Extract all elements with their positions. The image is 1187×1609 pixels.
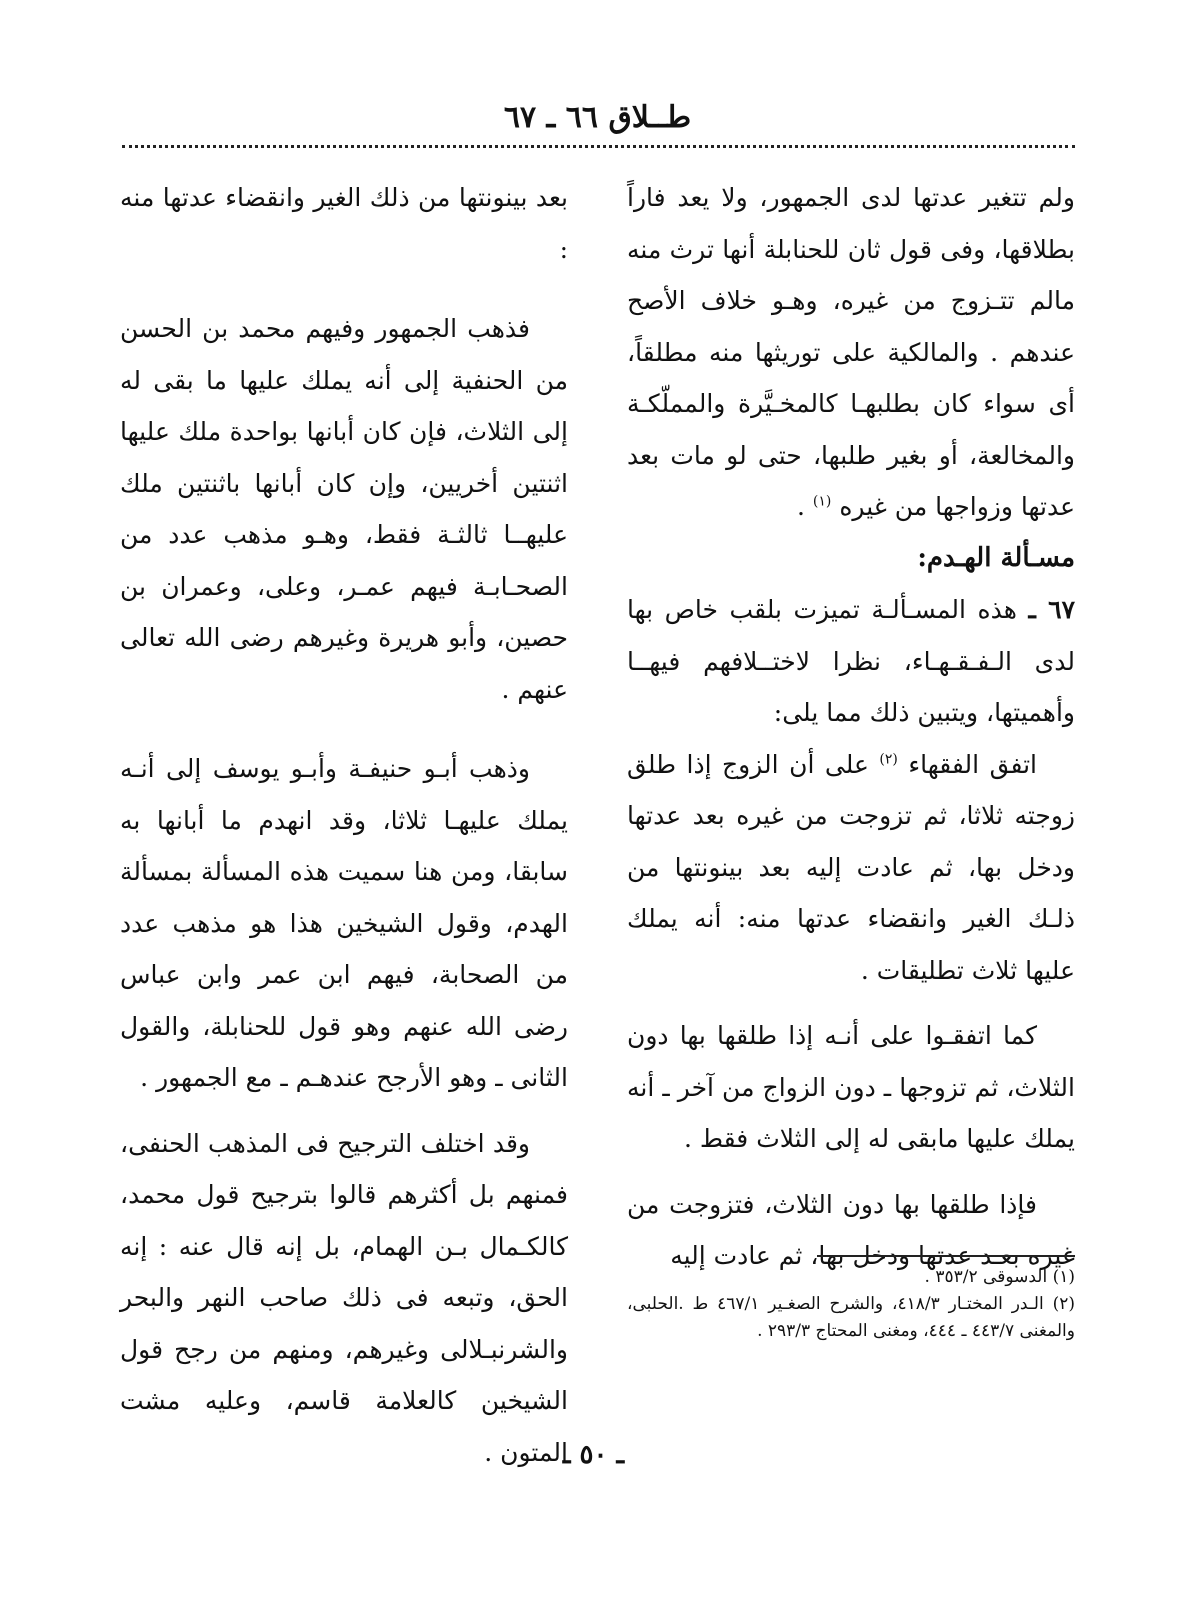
page-number: ـ ٥٠ ـ: [562, 1440, 625, 1470]
section-heading: مسـألة الهـدم:: [917, 542, 1075, 573]
paragraph-continuation: بعد بينونتها من ذلك الغير وانقضاء عدتها منه :: [120, 183, 568, 264]
paragraph-tarjih: وقد اختلف الترجيح فى المذهب الحنفى، فمنهم بل أكثرهم قالوا بترجيح قول محمد، كالكـمال بـن الهمام، بل إنه قال عنه : إنه الحق، وتبعه فى ذلك صاحب النهر والبحر والشرنبـلالى وغيرهم، ومنهم من رجح قول الشيخين كالعلامة قاسم، وعليه مشت المتون .: [120, 1128, 568, 1467]
paragraph-abu-hanifa: وذهب أبـو حنيفـة وأبـو يوسف إلى أنـه يملك عليهـا ثلاثا، وقد انهدم ما أبانها به سابقا، ومن هنا سميت هذه المسألة بمسألة الهدم، وقول الشيخين هذا هو مذهب عدد من الصحابة، فيهم ابن عمر وابن عباس رضى الله عنهم وهو قول للحنابلة، والقول الثانى ـ وهو الأرجح عندهـم ـ مع الجمهور .: [120, 754, 568, 1092]
paragraph-agreement-2: كما اتفقـوا على أنـه إذا طلقها بها دون الثلاث، ثم تزوجها ـ دون الزواج من آخر ـ أنه يملك عليها مابقى له إلى الثلاث فقط .: [627, 1021, 1075, 1153]
right-column: [627, 172, 1075, 1282]
header-dotted-rule: [122, 145, 1075, 148]
footnote-1: (١) الدسوقى ٣٥٣/٢ .: [924, 1267, 1075, 1287]
paragraph-text: هذه المسـألـة تميزت بلقب خاص بها لدى الـفـقـهـاء، نظرا لاختــلافهم فيهــا وأهميتها، ويتبين ذلك مما يلى:: [627, 595, 1075, 727]
footnote-2: (٢) الـدر المختـار ٤١٨/٣، والشرح الصغـير ٤٦٧/١ ط .الحلبى، والمغنى ٤٤٣/٧ ـ ٤٤٤، ومغنى المحتاج ٢٩٣/٣ .: [627, 1294, 1075, 1341]
paragraph-majority: فذهب الجمهور وفيهم محمد بن الحسن من الحنفية إلى أنه يملك عليها ما بقى له إلى الثلاث، فإن كان أبانها بواحدة ملك عليها اثنتين أخريين، وإن كان أبانها باثنتين ملك عليهــا ثالثـة فقط، وهـو مذهب عدد من الصحـابـة فيهم عمـر، وعلى، وعمران بن حصين، وأبو هريرة وغيرهم رضى الله تعالى عنهم .: [120, 314, 568, 704]
footnotes: [627, 1264, 1075, 1345]
paragraph-condition: فإذا طلقها بها دون الثلاث، فتزوجت من غيره بعـد عدتها ودخل بها، ثم عادت إليه: [627, 1189, 1075, 1270]
footnote-ref-1[interactable]: (١): [812, 493, 832, 510]
paragraph-inheritance: [627, 172, 1075, 533]
paragraph-agreement: [627, 739, 1075, 997]
footnote-separator: [817, 1255, 1075, 1257]
left-column: [120, 172, 568, 1478]
paragraph-end: .: [797, 492, 813, 521]
paragraph-67: [627, 584, 1075, 739]
paragraph-text: ولم تتغير عدتها لدى الجمهور، ولا يعد فاراً بطلاقها، وفى قول ثان للحنابلة أنها ترث منه مالم تتـزوج من غيره، وهـو خلاف الأصح عندهم . والمالكية على توريثها منه مطلقاً، أى سواء كان بطلبهـا كالمخـيَّرة والمملّكـة والمخالعة، أو بغير طلبها، حتى لو مات بعد عدتها وزواجها من غيره: [627, 183, 1075, 521]
footnote-ref-2[interactable]: (٢): [879, 751, 898, 768]
paragraph-text: على أن الزوج إذا طلق زوجته ثلاثا، ثم تزوجت من غيره بعد عدتها ودخل بها، ثم عادت إليه بعد بينونتها من ذلـك الغير وانقضاء عدتها منه: أنه يملك عليها ثلاث تطليقات .: [627, 749, 1075, 985]
paragraph-number: ٦٧ ـ: [1028, 595, 1075, 624]
running-head-title: طــلاق ٦٦ ـ ٦٧: [503, 100, 692, 135]
paragraph-text: اتفق الفقهاء: [897, 749, 1038, 779]
